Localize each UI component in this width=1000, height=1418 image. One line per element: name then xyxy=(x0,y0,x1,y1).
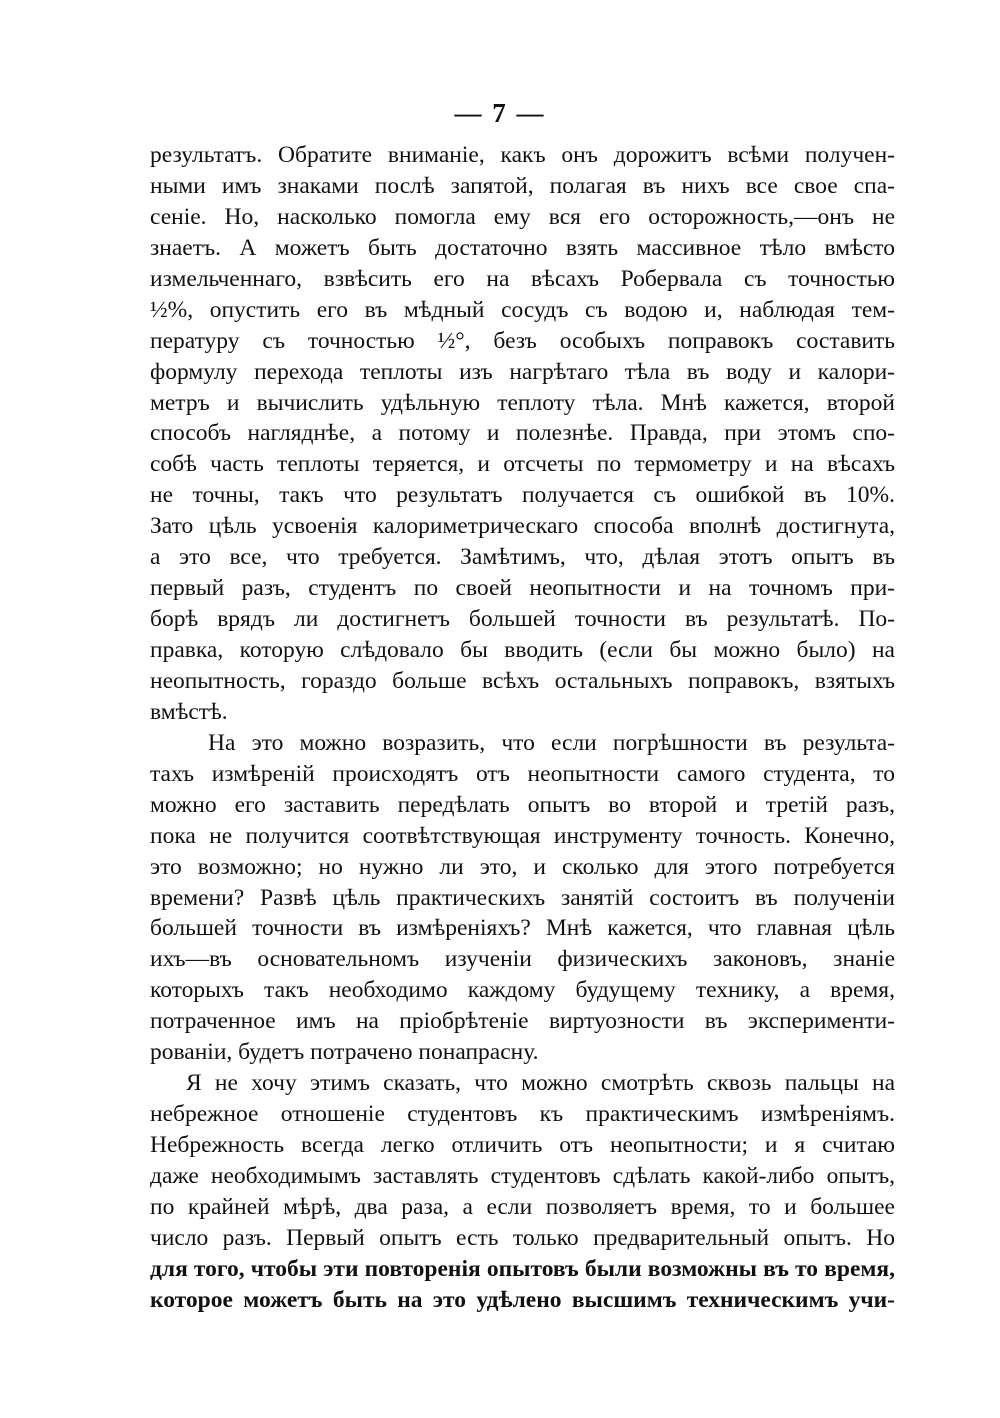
text-line: времени? Развѣ цѣль практическихъ занятій состоитъ въ полученіи xyxy=(150,884,895,911)
paragraph-1 xyxy=(150,140,895,728)
paragraph-2 xyxy=(150,728,895,1068)
text-line: большей точности въ измѣреніяхъ? Мнѣ кажется, что главная цѣль xyxy=(150,915,895,942)
text-line: можно его заставить передѣлать опытъ во второй и третій разъ, xyxy=(150,791,895,818)
text-line: неопытность, гораздо больше всѣхъ остальныхъ поправокъ, взятыхъ xyxy=(150,667,895,694)
text-line: ными имъ знаками послѣ запятой, полагая въ нихъ все свое спа- xyxy=(150,172,895,199)
text-line: пературу съ точностью ½°, безъ особыхъ поправокъ составить xyxy=(150,327,895,354)
body-text xyxy=(150,140,895,1316)
text-line: сеніе. Но, насколько помогла ему вся его осторожность,—онъ не xyxy=(150,203,895,230)
text-line: измельченнаго, взвѣсить его на вѣсахъ Робервала съ точностью xyxy=(150,265,895,292)
text-line: правка, которую слѣдовало бы вводить (если бы можно было) на xyxy=(150,637,895,663)
text-line: способъ нагляднѣе, а потому и полезнѣе. Правда, при этомъ спо- xyxy=(150,420,895,447)
text-line: небрежное отношеніе студентовъ къ практическимъ измѣреніямъ. xyxy=(150,1101,895,1128)
text-line: собѣ часть теплоты теряется, и отсчеты по термометру и на вѣсахъ xyxy=(150,451,895,478)
text-line: формулу перехода теплоты изъ нагрѣтаго тѣла въ воду и калори- xyxy=(150,358,895,385)
text-line: а это все, что требуется. Замѣтимъ, что, дѣлая этотъ опытъ въ xyxy=(150,544,895,571)
text-line: На это можно возразить, что если погрѣшности въ результа- xyxy=(208,729,895,756)
text-line: вмѣстѣ. xyxy=(150,698,228,725)
page-number: — 7 — xyxy=(454,98,546,128)
text-line: число разъ. Первый опытъ есть только предварительный опытъ. Но xyxy=(150,1224,895,1251)
text-line: первый разъ, студентъ по своей неопытности и на точномъ при- xyxy=(150,575,895,602)
paragraph-3 xyxy=(150,1068,895,1316)
text-line: для того, чтобы эти повторенія опытовъ были возможны въ то время, xyxy=(150,1255,895,1282)
text-line: даже необходимымъ заставлять студентовъ сдѣлать какой-либо опытъ, xyxy=(150,1162,895,1189)
text-line: не точны, такъ что результатъ получается съ ошибкой въ 10%. xyxy=(150,482,895,509)
text-line: Небрежность всегда легко отличить отъ неопытности; и я считаю xyxy=(150,1132,895,1158)
text-line: по крайней мѣрѣ, два раза, а если позволяетъ время, то и большее xyxy=(150,1193,895,1220)
text-line: тахъ измѣреній происходятъ отъ неопытности самого студента, то xyxy=(150,760,895,787)
text-line: которыхъ такъ необходимо каждому будущему технику, а время, xyxy=(150,977,895,1004)
text-line: Зато цѣль усвоенія калориметрическаго способа вполнѣ достигнута, xyxy=(150,513,895,540)
text-line: результатъ. Обратите вниманіе, какъ онъ дорожитъ всѣми получен- xyxy=(150,142,895,168)
text-line: ½%, опустить его въ мѣдный сосудъ съ водою и, наблюдая тем- xyxy=(150,296,895,323)
text-line: пока не получится соотвѣтствующая инструменту точность. Конечно, xyxy=(150,822,895,849)
text-line: Я не хочу этимъ сказать, что можно смотрѣть сквозь пальцы на xyxy=(186,1070,895,1097)
text-line: борѣ врядъ ли достигнетъ большей точности въ результатѣ. По- xyxy=(150,606,895,633)
text-line: потраченное имъ на пріобрѣтеніе виртуозности въ эксперименти- xyxy=(150,1008,895,1035)
text-line: ихъ—въ основательномъ изученіи физическихъ законовъ, знаніе xyxy=(150,946,895,973)
text-line: это возможно; но нужно ли это, и сколько для этого потребуется xyxy=(150,853,895,880)
text-line: рованіи, будетъ потрачено понапрасну. xyxy=(150,1039,539,1066)
text-line: метръ и вычислить удѣльную теплоту тѣла. Мнѣ кажется, второй xyxy=(150,389,895,416)
text-line: знаетъ. А можетъ быть достаточно взять массивное тѣло вмѣсто xyxy=(150,234,895,261)
text-line: которое можетъ быть на это удѣлено высшимъ техническимъ учи- xyxy=(150,1286,895,1313)
